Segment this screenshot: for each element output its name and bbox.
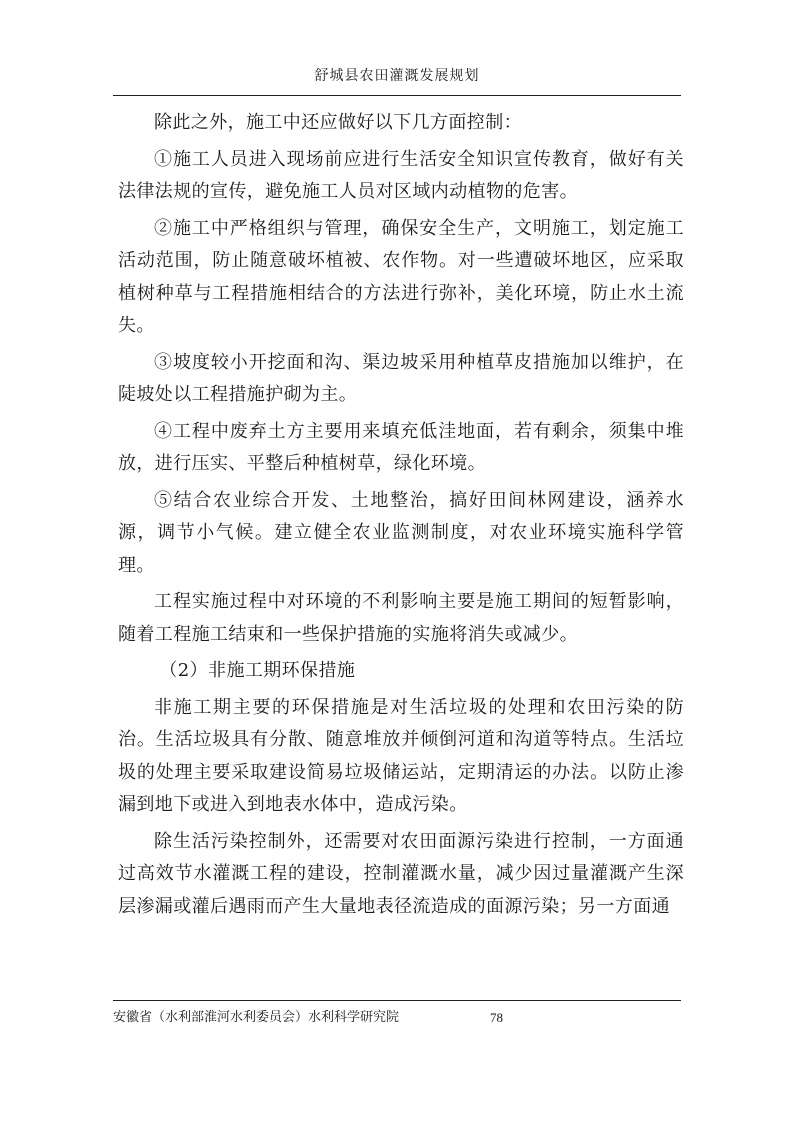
footer-divider [113, 1000, 681, 1001]
paragraph-item-1: ①施工人员进入现场前应进行生活安全知识宣传教育，做好有关法律法规的宣传，避免施工人员对区域内动植物的危害。 [118, 148, 684, 202]
page-body [118, 107, 684, 927]
paragraph-item-3: ③坡度较小开挖面和沟、渠边坡采用种植草皮措施加以维护，在陡坡处以工程措施护砌为主。 [118, 351, 684, 405]
page-number: 78 [490, 1010, 503, 1025]
section-heading: （2）非施工期环保措施 [159, 660, 356, 681]
paragraph-nonconstruction: 非施工期主要的环保措施是对生活垃圾的处理和农田污染的防治。生活垃圾具有分散、随意堆放并倾倒河道和沟道等特点。生活垃圾的处理主要采取建设简易垃圾储运站，定期清运的办法。以防止渗漏到地下或进入到地表水体中，造成污染。 [118, 696, 684, 815]
paragraph-intro: 除此之外，施工中还应做好以下几方面控制： [154, 112, 522, 133]
paragraph-item-4: ④工程中废弃土方主要用来填充低洼地面，若有剩余，须集中堆放，进行压实、平整后种植树草，绿化环境。 [118, 420, 684, 474]
footer-organization: 安徽省（水利部淮河水利委员会）水利科学研究院 [113, 1010, 400, 1025]
paragraph-nonpoint-pollution: 除生活污染控制外，还需要对农田面源污染进行控制，一方面通过高效节水灌溉工程的建设，控制灌溉水量，减少因过量灌溉产生深层渗漏或灌后遇雨而产生大量地表径流造成的面源污染；另一方面通 [118, 830, 684, 917]
page-header-title: 舒城县农田灌溉发展规划 [314, 68, 480, 84]
paragraph-item-2: ②施工中严格组织与管理，确保安全生产，文明施工，划定施工活动范围，防止随意破坏植被、农作物。对一些遭破坏地区，应采取植树种草与工程措施相结合的方法进行弥补，美化环境，防止水土流失。 [118, 217, 684, 336]
paragraph-item-5: ⑤结合农业综合开发、土地整治，搞好田间林网建设，涵养水源，调节小气候。建立健全农业监测制度，对农业环境实施科学管理。 [118, 489, 684, 576]
paragraph-summary: 工程实施过程中对环境的不利影响主要是施工期间的短暂影响，随着工程施工结束和一些保护措施的实施将消失或减少。 [118, 591, 684, 645]
header-divider [113, 95, 681, 96]
